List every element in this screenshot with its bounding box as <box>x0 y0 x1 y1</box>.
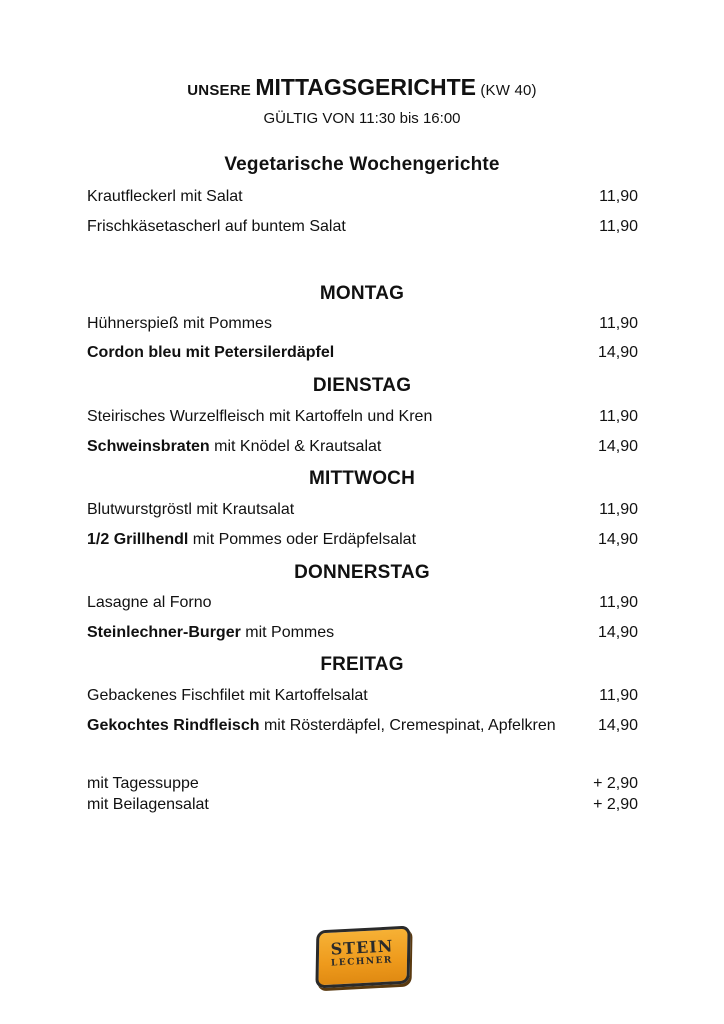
menu-item-highlight: Gekochtes Rindfleisch <box>87 717 260 734</box>
menu-item-name: Frischkäsetascherl auf buntem Salat <box>87 218 346 235</box>
menu-item-name: Blutwurstgröstl mit Krautsalat <box>87 501 295 518</box>
logo-text-top: STEIN <box>330 936 394 959</box>
menu-item-name: Gebackenes Fischfilet mit Kartoffelsalat <box>87 687 368 704</box>
menu-item-highlight: 1/2 Grillhendl <box>87 531 189 548</box>
menu-item-name: Krautfleckerl mit Salat <box>87 188 243 205</box>
extra-item <box>87 774 638 794</box>
extra-item-price: + 2,90 <box>593 775 638 792</box>
menu-item <box>87 592 638 614</box>
day-heading-montag: MONTAG <box>319 283 405 304</box>
menu-item-detail: mit Pommes <box>240 624 335 641</box>
menu-item-price: 14,90 <box>597 624 638 641</box>
menu-item-detail: mit Rösterdäpfel, Cremespinat, Apfelkren <box>259 717 556 734</box>
validity-note: GÜLTIG VON 11:30 bis 16:00 <box>263 110 461 127</box>
menu-item <box>87 499 638 521</box>
menu-item <box>87 622 638 644</box>
title-suffix: (KW 40) <box>480 82 537 99</box>
menu-item-name <box>87 342 334 364</box>
menu-item-price: 14,90 <box>597 717 638 734</box>
menu-item <box>87 216 638 238</box>
logo-text-bottom: LECHNER <box>330 955 394 969</box>
menu-item-name <box>87 622 334 644</box>
extra-item <box>87 795 638 815</box>
menu-item <box>87 715 638 737</box>
menu-item-price: 11,90 <box>599 218 638 235</box>
title-main: MITTAGSGERICHTE <box>255 74 476 100</box>
menu-item-highlight: Steinlechner-Burger <box>87 624 241 641</box>
day-heading-mittwoch: MITTWOCH <box>308 468 416 489</box>
brand-logo <box>312 924 412 986</box>
menu-item <box>87 186 638 208</box>
menu-item-price: 11,90 <box>599 501 638 518</box>
menu-item <box>87 313 638 335</box>
menu-item-price: 11,90 <box>599 687 638 704</box>
vegetarian-heading: Vegetarische Wochengerichte <box>224 154 500 175</box>
day-heading-freitag: FREITAG <box>320 654 404 675</box>
menu-item-detail: mit Knödel & Krautsalat <box>209 438 382 455</box>
extra-item-name: mit Beilagensalat <box>87 796 209 813</box>
title-prefix: UNSERE <box>187 82 251 99</box>
menu-item <box>87 436 638 458</box>
menu-item <box>87 685 638 707</box>
menu-item <box>87 529 638 551</box>
day-heading-donnerstag: DONNERSTAG <box>294 562 430 583</box>
extra-item-price: + 2,90 <box>593 796 638 813</box>
menu-item-price: 14,90 <box>597 344 638 361</box>
menu-item <box>87 406 638 428</box>
day-heading-dienstag: DIENSTAG <box>312 375 412 396</box>
menu-item-name <box>87 436 381 458</box>
menu-item-highlight: Cordon bleu mit Petersilerdäpfel <box>87 344 335 361</box>
menu-item-name: Hühnerspieß mit Pommes <box>87 315 272 332</box>
menu-item-price: 11,90 <box>599 408 638 425</box>
menu-item-price: 14,90 <box>597 531 638 548</box>
menu-item <box>87 342 638 364</box>
menu-item-price: 11,90 <box>599 594 638 611</box>
menu-item-name <box>87 715 556 737</box>
menu-item-detail: mit Pommes oder Erdäpfelsalat <box>188 531 417 548</box>
page-title <box>0 74 724 101</box>
menu-item-price: 14,90 <box>597 438 638 455</box>
menu-item-price: 11,90 <box>599 315 638 332</box>
menu-item-name: Steirisches Wurzelfleisch mit Kartoffeln und Kren <box>87 408 433 425</box>
menu-item-price: 11,90 <box>599 188 638 205</box>
extra-item-name: mit Tagessuppe <box>87 775 199 792</box>
menu-item-name <box>87 529 416 551</box>
menu-item-name: Lasagne al Forno <box>87 594 212 611</box>
menu-item-highlight: Schweinsbraten <box>87 438 210 455</box>
